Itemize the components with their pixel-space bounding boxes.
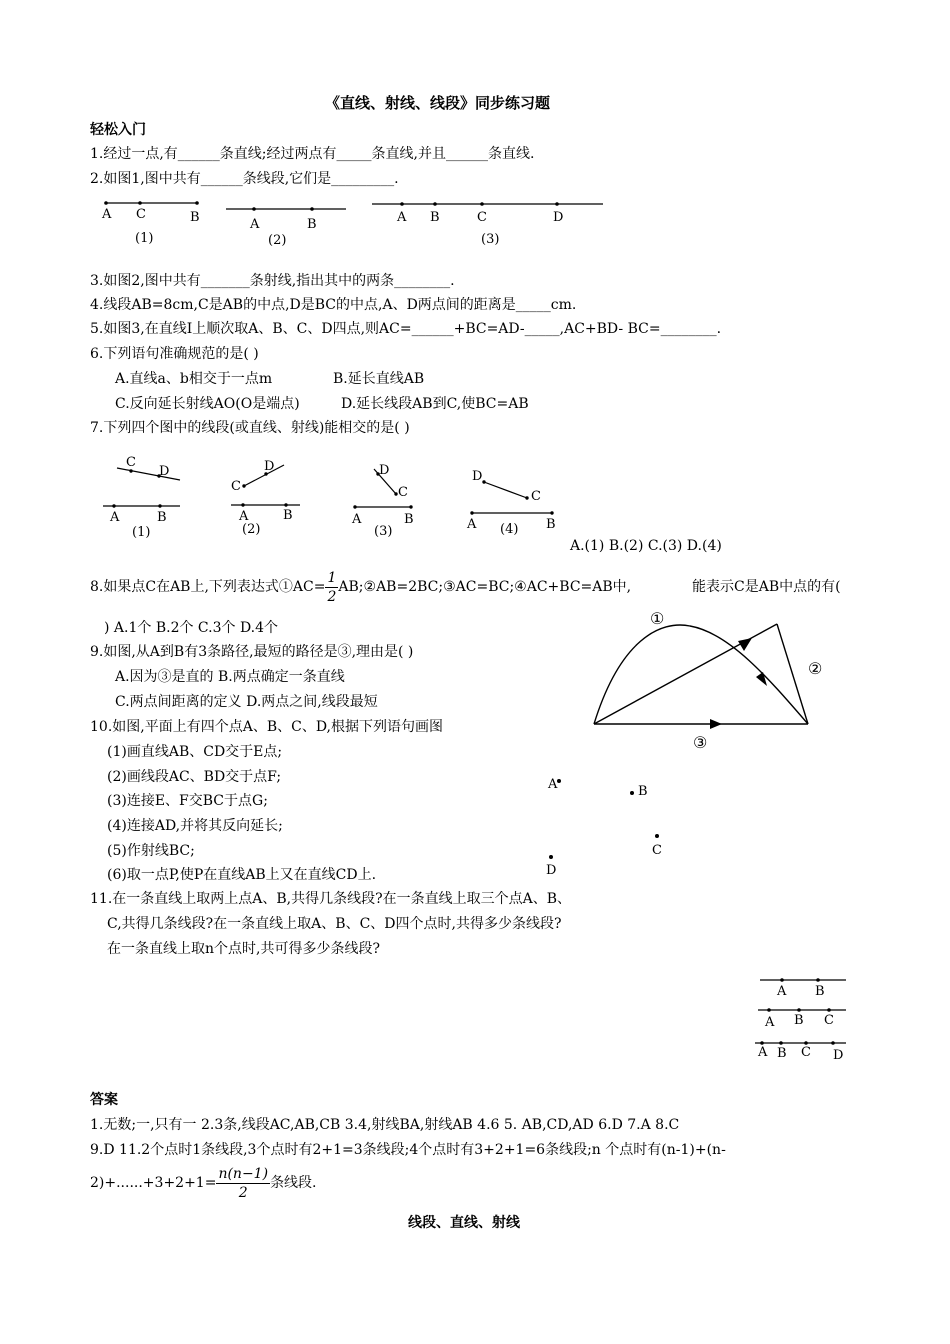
point-label: C: [126, 455, 136, 470]
point-label: A: [239, 509, 249, 524]
point-label: B: [546, 517, 556, 532]
answers-line-2: 9.D 11.2个点时1条线段,3个点时有2+1=3条线段;4个点时有3+2+1=6条线段;n 个点时有(n-1)+(n-: [90, 1142, 726, 1158]
answers-line-1: 1.无数;一,只有一 2.3条,线段AC,AB,CB 3.4,射线BA,射线AB 4.6 5. AB,CD,AD 6.D 7.A 8.C: [90, 1117, 680, 1133]
fraction-denominator: 2: [238, 1184, 248, 1201]
point-label: A: [467, 517, 477, 532]
question-11-line3: 在一条直线上取n个点时,共可得多少条线段?: [107, 941, 380, 957]
point-label: C: [136, 207, 146, 222]
option-c: C.反向延长射线AO(O是端点): [115, 396, 300, 412]
point-label: A: [548, 777, 558, 792]
point-label: B: [283, 508, 293, 523]
q10-step-1: (1)画直线AB、CD交于E点;: [107, 744, 283, 760]
point-label: C: [824, 1013, 834, 1028]
point-label: A: [102, 207, 112, 222]
point-label: A: [352, 512, 362, 527]
point-label: A: [110, 510, 120, 525]
figure-caption: (1): [135, 231, 154, 246]
q10-step-3: (3)连接E、F交BC于点G;: [107, 793, 268, 809]
question-3: 3.如图2,图中共有_______条射线,指出其中的两条________.: [90, 273, 455, 289]
figure-caption: (4): [500, 522, 519, 537]
question-6: 6.下列语句准确规范的是( ): [90, 346, 259, 362]
q10-step-6: (6)取一点P,使P在直线AB上又在直线CD上.: [107, 867, 377, 883]
point-label: C: [531, 489, 541, 504]
point-label: A: [397, 210, 407, 225]
answers-l3-post: 条线段.: [270, 1175, 317, 1191]
figure-caption: (2): [268, 233, 287, 248]
point-label: C: [801, 1045, 811, 1060]
question-1: 1.经过一点,有______条直线;经过两点有_____条直线,并且______条直线.: [90, 146, 535, 162]
point-label: B: [777, 1046, 787, 1061]
q8-post: AB;②AB=2BC;③AC=BC;④AC+BC=AB中,: [338, 579, 632, 595]
point-label: C: [398, 485, 408, 500]
point-label: D: [264, 459, 275, 474]
point-label: D: [553, 210, 564, 225]
option-d: D.延长线段AB到C,使BC=AB: [341, 396, 529, 412]
point-label: B: [404, 512, 414, 527]
q10-step-5: (5)作射线BC;: [107, 843, 195, 859]
q8-pre: 8.如果点C在AB上,下列表达式①AC=: [90, 579, 326, 595]
point-label: A: [758, 1045, 768, 1060]
point-label: A: [765, 1015, 775, 1030]
point-label: D: [833, 1048, 844, 1063]
point-label: A: [250, 217, 260, 232]
route-label: ②: [808, 659, 823, 678]
route-label: ①: [650, 609, 665, 628]
point-label: D: [379, 463, 390, 478]
point-label: D: [159, 464, 170, 479]
point-label: B: [190, 210, 200, 225]
fraction-denominator: 2: [327, 588, 337, 605]
figure-caption: (2): [242, 522, 261, 537]
fraction-numerator: n(n−1): [218, 1165, 269, 1182]
point-label: D: [546, 863, 557, 878]
answers-line-3: [90, 1162, 317, 1204]
figure-caption: (3): [481, 232, 500, 247]
point-label: B: [430, 210, 440, 225]
q8-tail: 能表示C是AB中点的有(: [692, 579, 841, 595]
section-heading: 轻松入门: [90, 122, 146, 138]
q8-options: ) A.1个 B.2个 C.3个 D.4个: [104, 620, 279, 636]
question-5: 5.如图3,在直线I上顺次取A、B、C、D四点,则AC=______+BC=AD-_____,AC+BD- BC=________.: [90, 321, 722, 337]
next-section-title: 线段、直线、射线: [408, 1215, 520, 1231]
question-9: 9.如图,从A到B有3条路径,最短的路径是③,理由是( ): [90, 644, 414, 660]
point-label: A: [777, 984, 787, 999]
answers-l3-pre: 2)+......+3+2+1=: [90, 1175, 217, 1191]
q7-options: A.(1) B.(2) C.(3) D.(4): [570, 538, 722, 554]
point-label: B: [638, 784, 648, 799]
point-label: C: [231, 479, 241, 494]
question-2: 2.如图1,图中共有______条线段,它们是_________.: [90, 171, 399, 187]
option-b: B.延长直线AB: [333, 371, 425, 387]
fraction-formula: [216, 1165, 270, 1202]
point-label: C: [477, 210, 487, 225]
point-label: B: [157, 510, 167, 525]
point-label: D: [472, 469, 483, 484]
figure-caption: (1): [132, 525, 151, 540]
fraction-numerator: 1: [327, 569, 337, 586]
page-title: 《直线、射线、线段》同步练习题: [325, 94, 551, 112]
option-a: A.直线a、b相交于一点m: [115, 371, 273, 387]
question-11: 11.在一条直线上取两上点A、B,共得几条线段?在一条直线上取三个点A、B、: [90, 891, 572, 907]
route-label: ③: [693, 733, 708, 752]
q10-step-4: (4)连接AD,并将其反向延长;: [107, 818, 283, 834]
question-7: 7.下列四个图中的线段(或直线、射线)能相交的是( ): [90, 420, 410, 436]
question-11-line2: C,共得几条线段?在一条直线上取A、B、C、D四个点时,共得多少条线段?: [107, 916, 562, 932]
answers-heading: 答案: [90, 1092, 118, 1108]
figure-caption: (3): [374, 524, 393, 539]
q9-options-ab: A.因为③是直的 B.两点确定一条直线: [115, 669, 345, 685]
q10-step-2: (2)画线段AC、BD交于点F;: [107, 769, 282, 785]
q9-options-cd: C.两点间距离的定义 D.两点之间,线段最短: [115, 694, 378, 710]
question-10: 10.如图,平面上有四个点A、B、C、D,根据下列语句画图: [90, 719, 443, 735]
point-label: B: [794, 1013, 804, 1028]
question-4: 4.线段AB=8cm,C是AB的中点,D是BC的中点,A、D两点间的距离是_____cm.: [90, 297, 577, 313]
point-label: B: [815, 984, 825, 999]
point-label: B: [307, 217, 317, 232]
point-label: C: [652, 843, 662, 858]
